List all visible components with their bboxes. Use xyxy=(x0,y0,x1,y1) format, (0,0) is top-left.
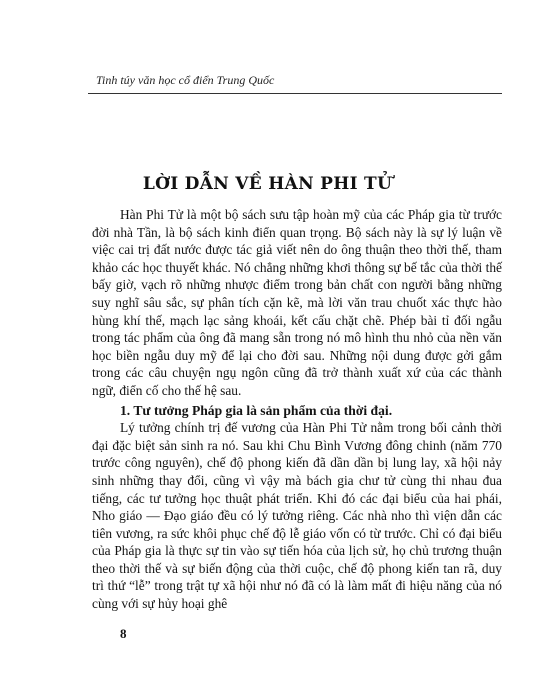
running-header: Tinh túy văn học cổ điển Trung Quốc xyxy=(96,73,275,87)
intro-paragraph: Hàn Phi Tử là một bộ sách sưu tập hoàn mỹ của các Pháp gia từ trước đời nhà Tần, là bộ sách kinh điển quan trọng. Bộ sách này là sự lý luận về việc cai trị đất nước được tác giả viết nên do ông thuận theo thời thế, tham khảo các học thuyết khác. Nó chẳng những khơi thông sự bế tắc của thời thế bấy giờ, vạch rõ những nhược điểm trong bản chất con người bằng những suy nghĩ sâu sắc, sự phân tích cặn kẽ, mà lời văn trau chuốt xác thực hào hùng khí thế, mạch lạc sảng khoái, kết cấu chặt chẽ. Phép bài tỉ đối ngẫu trong tác phẩm của ông đã mang sẵn trong nó mô hình thu nhỏ của nền văn học biền ngẫu duy mỹ để lại cho đời sau. Những nội dung được gởi gắm trong các câu chuyện ngụ ngôn cũng đã trở thành xuất xứ của các thành ngữ, điển cố cho thế hệ sau. xyxy=(92,207,502,398)
section-paragraph: Lý tưởng chính trị đế vương của Hàn Phi Tử nằm trong bối cảnh thời đại đặc biệt sản sinh ra nó. Sau khi Chu Bình Vương đông chinh (năm 770 trước công nguyên), chế độ phong kiến đã dần dần bị lung lay, xã hội nảy sinh những thay đổi, cũng vì vậy mà bách gia chư tử cùng thi nhau đua tiếng, các tư tưởng học thuật phát triển. Khi đó các đại biểu của hai phái, Nho giáo — Đạo giáo đều có lý tưởng riêng. Các nhà nho thì viện dẫn các tiên vương, ra sức khôi phục chế độ lễ giáo vốn có từ trước. Chỉ có đại biểu của Pháp gia là thực sự tin vào sự tiến hóa của lịch sử, họ chủ trương thuận theo thời thế và sự biến động của thời cuộc, chế độ phong kiến tan rã, duy trì thứ “lễ” trong trật tự xã hội như nó đã có là làm mất đi hiệu năng của nó cùng với sự hủy hoại ghê xyxy=(92,420,502,612)
header-rule xyxy=(88,93,502,94)
body-text xyxy=(92,206,502,613)
page-number: 8 xyxy=(120,626,127,641)
section-heading: 1. Tư tưởng Pháp gia là sản phẩm của thời đại. xyxy=(120,402,393,418)
chapter-title: LỜI DẪN VỀ HÀN PHI TỬ xyxy=(142,174,393,194)
